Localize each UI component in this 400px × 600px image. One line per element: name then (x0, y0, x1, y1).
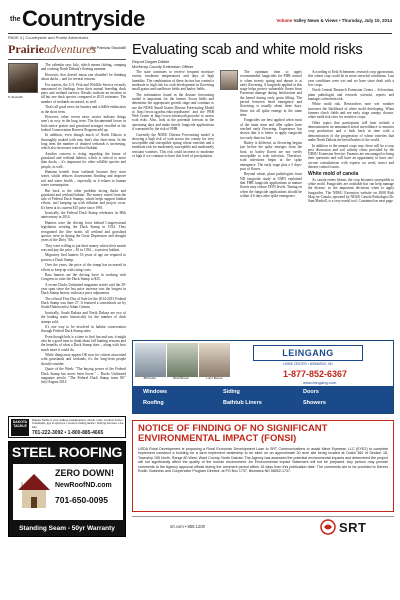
column-paragraph: Humans benefit from wetlands because they store water, which reduces downstream flooding and improve soil and water health – especially as it relates to human water consumption. (41, 170, 126, 188)
article-column-2 (220, 70, 302, 199)
product-item: Roofing (143, 399, 164, 406)
issue-line (276, 18, 392, 23)
article-column-3 (308, 70, 394, 205)
leingang-phone: 1-877-852-6367 (283, 369, 348, 379)
dakota-tackle-phone: 701-222-3092 • 1-800-885-4665 (32, 430, 104, 436)
page-number: PAGE 4 | Countryside and Prairie Adventures (8, 35, 89, 40)
column-paragraph: But back to the other problem facing ducks and grassland and wetland habitat. The money raised from the sale of Federal Duck Stamps, which helps support habitat efforts, isn't keeping up with inflation and project costs. It's been at its current $15 price since 1991. (41, 188, 126, 210)
column-paragraph: While things may appear OK now for critters associated with grasslands and wetlands, it's the long-term people should consider. (41, 353, 126, 366)
column-paragraph: However, that doesn't mean one shouldn't be thinking about ducks – and for several reasons. (41, 72, 126, 82)
staff-photo (199, 343, 230, 377)
column-paragraph: Migratory bird hunters 16 years of age are required to possess a Duck Stamp. (41, 253, 126, 262)
column-paragraph: The official First Day of Sale for the 2014-2015 Federal Duck Stamp was June 27. It featured a canvasback art by South Dakota artist Adam Grimm. (41, 296, 126, 310)
article-paragraph: White mold risk. Researchers note wet weather increases the likelihood of white mold developing. When farmers check fields and see early stage canopy closure, white mold risk rises for sensitive crops. (308, 102, 394, 120)
column-paragraph: For starters, the U.S. Fish and Wildlife Service recently announced its findings from their annual breeding duck pairs and wetland surveys. Results indicate an increase in all but one duck species compared to 2013 estimates. The number of wetlands increased, as well. (41, 82, 126, 104)
srt-website[interactable]: srt.com • 858.1200 (170, 524, 205, 529)
author-mugshot (220, 70, 238, 90)
column-paragraph: That's all good news for hunters and wildlife enthusiasts in the short term. (41, 105, 126, 114)
issue-volume: Volume (276, 18, 293, 23)
staff-name: Brad Brown (173, 376, 189, 380)
main-article (132, 42, 394, 204)
leingang-logo: LEINGANG (253, 345, 363, 361)
article-column-2-paragraphs (240, 70, 302, 199)
column-body (8, 63, 126, 386)
author-photo-caption: P. Stockdill (8, 95, 23, 99)
column-paragraph: In addition, even though much of North Dakota is thoroughly soaked with rain, that's also short-term. In the long term the number of drained wetlands is increasing, which also decreases waterfowl habitat. (41, 133, 126, 151)
column-paragraph: Even though kids is a time to find fun and sun, it might also be a good time to think about fall hunting seasons and the benefits of what a Duck Stamp does – along with how much more it could do. (41, 334, 126, 352)
issue-date: Valley News & Views • Thursday, July 10, 2014 (293, 18, 392, 23)
staff-photo (135, 343, 166, 377)
steel-roofing-website[interactable]: NewRoofND.com (55, 482, 112, 489)
product-item: Doors (303, 389, 319, 395)
author-photo (8, 63, 38, 93)
notice-heading: NOTICE OF FINDING OF NO SIGNIFICANT ENVIRONMENTAL IMPACT (FONSI) (138, 423, 328, 444)
article-column-1-paragraphs (132, 70, 214, 160)
column-paragraph: A recent Ducks Unlimited magazine article said the 29-year span since the last price increase was the longest in Duck Stamp history without a price adjustment. (41, 282, 126, 296)
column-paragraph: They were willing to put their money where their mouth was and pay the price – $1 in 1934 – to protect habitat. (41, 243, 126, 252)
article-paragraph: As canola enters bloom, the crop becomes susceptible to white mold. Fungicides are available but can help manage the disease, so the important decisions when to apply fungicides. The NDSU Extension website on 2008 Risk Map for Canola, operated by NDSU Canola Pathologist Dr. Sam Markell, is a very useful tool. Continued on next page (308, 177, 394, 204)
column-paragraph: Hunters were the driving force behind Congressional legislation creating the Duck Stamp in 1934. They recognized the dire straits all wetland and grassland species were in during the Great Depression and drought years of the Dirty '30s. (41, 220, 126, 243)
article-paragraph: The optimum time to apply recommended fungicides for FHB control is when twenty spring and durum is at early flowering. A fungicide applied at this stage helps protect vulnerable florets from Fusarium damage during fertilization and the kernel during early grain filling. The period between head emergence and flowering is usually about three days. Since not all spike emerge at the same time. (240, 70, 302, 117)
column-paragraph: The calendar says July, which means fishing, camping and cruising North Dakota's fleeting summer. (41, 63, 126, 72)
steel-roofing-ad[interactable] (8, 441, 126, 537)
article-paragraph: Barley is different, as flowering begins just before the spike emerges from the boot, so barley florets are not overly susceptible to scab infection. Therefore, scab infections begin at the spike emergence. The early stage plus a 5 days-post of flower. (240, 141, 302, 171)
product-item: Siding (223, 389, 240, 395)
article-paragraph: In addition to the annual crops tour, there will be a crop pest discussion and soil salinity clinic provided by the NDSU Extension Service. Farmers are encouraged to bring their questions and will have an opportunity to have one-on-one consultations with experts on weed, insect and disease control issues. (308, 143, 394, 169)
dakota-tackle-ad[interactable] (8, 416, 126, 438)
steel-roofing-heading: STEEL ROOFING (11, 444, 123, 460)
masthead-the: the (10, 16, 21, 23)
article-paragraph: Beyond wheat, plant pathologists from ND fungicide study at UMN explained that FHB fungicide applications in mature florets may reduce DON levels. Timing on when the fungicide applications should be within 4-6 days after spike emergence. (240, 172, 302, 198)
column-heading-italic: adventures (43, 42, 97, 56)
article-paragraph: The information found in the disease forecasting model is important for the farmer. Scout fields and determine the appropriate growth stage and continue to use the NDSU Small Grains Disease Forecasting Model at http://www.ag.ndsu.edu/cropdisease/ and the PRB Web Center at http://www.wheatscab.psu.edu/ to assess scab risks. Also, look at the potential forecast in the upcoming days and make timely fungicide applications if warranted by the risk of FHB. (132, 92, 214, 132)
article-column-1 (132, 70, 214, 160)
article-paragraph: Fungicides are best applied when most of the main stem and tiller spikes have reached early flowering. Experience has shown that it is better to apply fungicide too early than too late. (240, 118, 302, 140)
article-paragraph: According to Erik Schemmer, research crop agronomist, this wheat crop could be in more stressful conditions. Last year conditions were wet and we have since dealt with a few crops. (308, 70, 394, 87)
srt-logo (320, 518, 392, 536)
masthead-rule (8, 33, 392, 34)
steel-roofing-panel (13, 464, 123, 520)
column-paragraph: Ironically, South Dakota and North Dakota are two of the leading states historically for the number of duck stamps sold. (41, 310, 126, 324)
dakota-tackle-logo: DAKOTA TACKLE (11, 419, 29, 436)
column-paragraph: However, other recent news stories indicate things aren't as rosy in the long term. The documented losses in both native prairie and grassland acreages enrolled in the federal Conservation Reserve Program add up. (41, 115, 126, 132)
prairie-adventures-column (8, 42, 126, 386)
steel-roofing-footer: Standing Seam - 50yr Warranty (19, 525, 115, 532)
srt-divider (132, 516, 394, 517)
column-rule (8, 59, 126, 60)
product-list (133, 386, 393, 413)
column-paragraph: It's one way to be involved in habitat conservation through Federal Duck Stamp sales. (41, 325, 126, 334)
article-paragraph: Currently the NDSU Disease Forecasting model is showing a high risk of scab across the county for very susceptible and susceptible spring wheat varieties and a moderate risk for moderately susceptible and moderately resistant varieties. This risk could increase to moderate or high if we continue to have this level of precipitation. (132, 132, 214, 159)
leingang-ad[interactable] (132, 340, 394, 414)
article-column-3-paragraphs (308, 70, 394, 170)
article-paragraph: The state continues to receive frequent moisture events, moderate temperatures and days of high humidity. The combination of these factors has created a moderate to high risk for scab development in flowering small grains and sunflower fields and barley fields. (132, 70, 214, 92)
column-paragraph: Quote of the Week: "The buying power of the Federal Duck Stamp has never been lower." – Ducks Unlimited magazine article, "The Federal Duck Stamp turns 80." July/August 2014 (41, 367, 126, 385)
column-paragraph: Over the years, the price of the stamp has increased in efforts to keep up with rising costs. (41, 263, 126, 272)
publication-title: Countryside (22, 6, 145, 31)
product-item: Showers (303, 399, 326, 406)
article-subhead: White mold of canola (308, 171, 359, 178)
roof-icon (16, 468, 52, 512)
column-paragraph: Another concern is rising regarding the future of grassland and wetland habitat, which is critical to more than ducks – it's important for other wildlife species and people, as well. (41, 151, 126, 169)
article-column-3b-paragraphs (308, 178, 394, 205)
fonsi-notice (132, 420, 394, 512)
staff-name: Lorin Boone (206, 376, 223, 380)
leingang-tagline: HOME CENTER • BISMARCK, ND (283, 362, 333, 366)
product-item: Windows (143, 389, 168, 395)
staff-name: Bill Keller (143, 376, 157, 380)
staff-photo (167, 343, 198, 377)
column-heading-main: Prairie (8, 42, 44, 56)
article-paragraph: North Central Research Extension Center – Sclerotinia, plant pathologist and research scientist, reports and manages sclerotinia risk. (308, 88, 394, 101)
steel-roofing-phone: 701-650-0095 (55, 495, 108, 505)
column-paragraphs (41, 63, 126, 386)
article-author: Report Dugan Dibble McHenry County Extension Officer (132, 59, 194, 69)
article-headline: Evaluating scab and white mold risks (132, 42, 363, 58)
column-paragraph: Bass hunters are the driving force in working with Congress to raise the Duck Stamp to $25. (41, 272, 126, 282)
masthead (8, 6, 394, 36)
staff-names (135, 376, 231, 380)
srt-wordmark: SRT (339, 519, 367, 535)
zero-down-label: ZERO DOWN! (55, 468, 114, 478)
article-paragraph: Other topics that participants will hear include a demonstration on unmanned aerial surveillance to monitor crop production and a look back in time with a demonstration of the progression of wheat varieties that make North Dakota the bread basket of the world. (308, 120, 394, 143)
notice-body: USDA Rural Development is proposing a Rural Economic Development Loan to SRT Communications to assist Minot Eyewear, LLC (EYE2) to complete Implement construct a building for a farm implement dealership to be sited on an approximate 30 acre site being located at Outlot 360 of Section 18, Township 155 North, Range 80 West, Ward County, North Dakota. The Agency has assessed the potential environmental impacts and determined the project will not significantly affect the quality of the human environment. An Environmental Impact Statement will not be prepared. Any person may provide comments to the Agency approval official during the comment period within 15 days from this publication date. The comments are to be provided to Dennis Rodin, Business and Cooperative Program Director, at PO Box 1737, Bismarck ND 58502-1737. (138, 447, 388, 474)
column-paragraph: Ironically, the Federal Duck Stamp celebrates its 80th anniversary in 2014. (41, 211, 126, 220)
column-byline: By Patricia Stockdill (90, 45, 126, 50)
dakota-tackle-text: Dakota Tackle is your walleye headquarters • Rods, reels, combos & line • Crankbaits, jigs & spinners • Custom trolling tackle • Fishing licenses, Live bait (32, 418, 124, 429)
srt-swirl-icon (320, 519, 336, 535)
leingang-website[interactable]: www.leingang.com (303, 380, 337, 385)
product-item: Bathtub Liners (223, 399, 262, 406)
